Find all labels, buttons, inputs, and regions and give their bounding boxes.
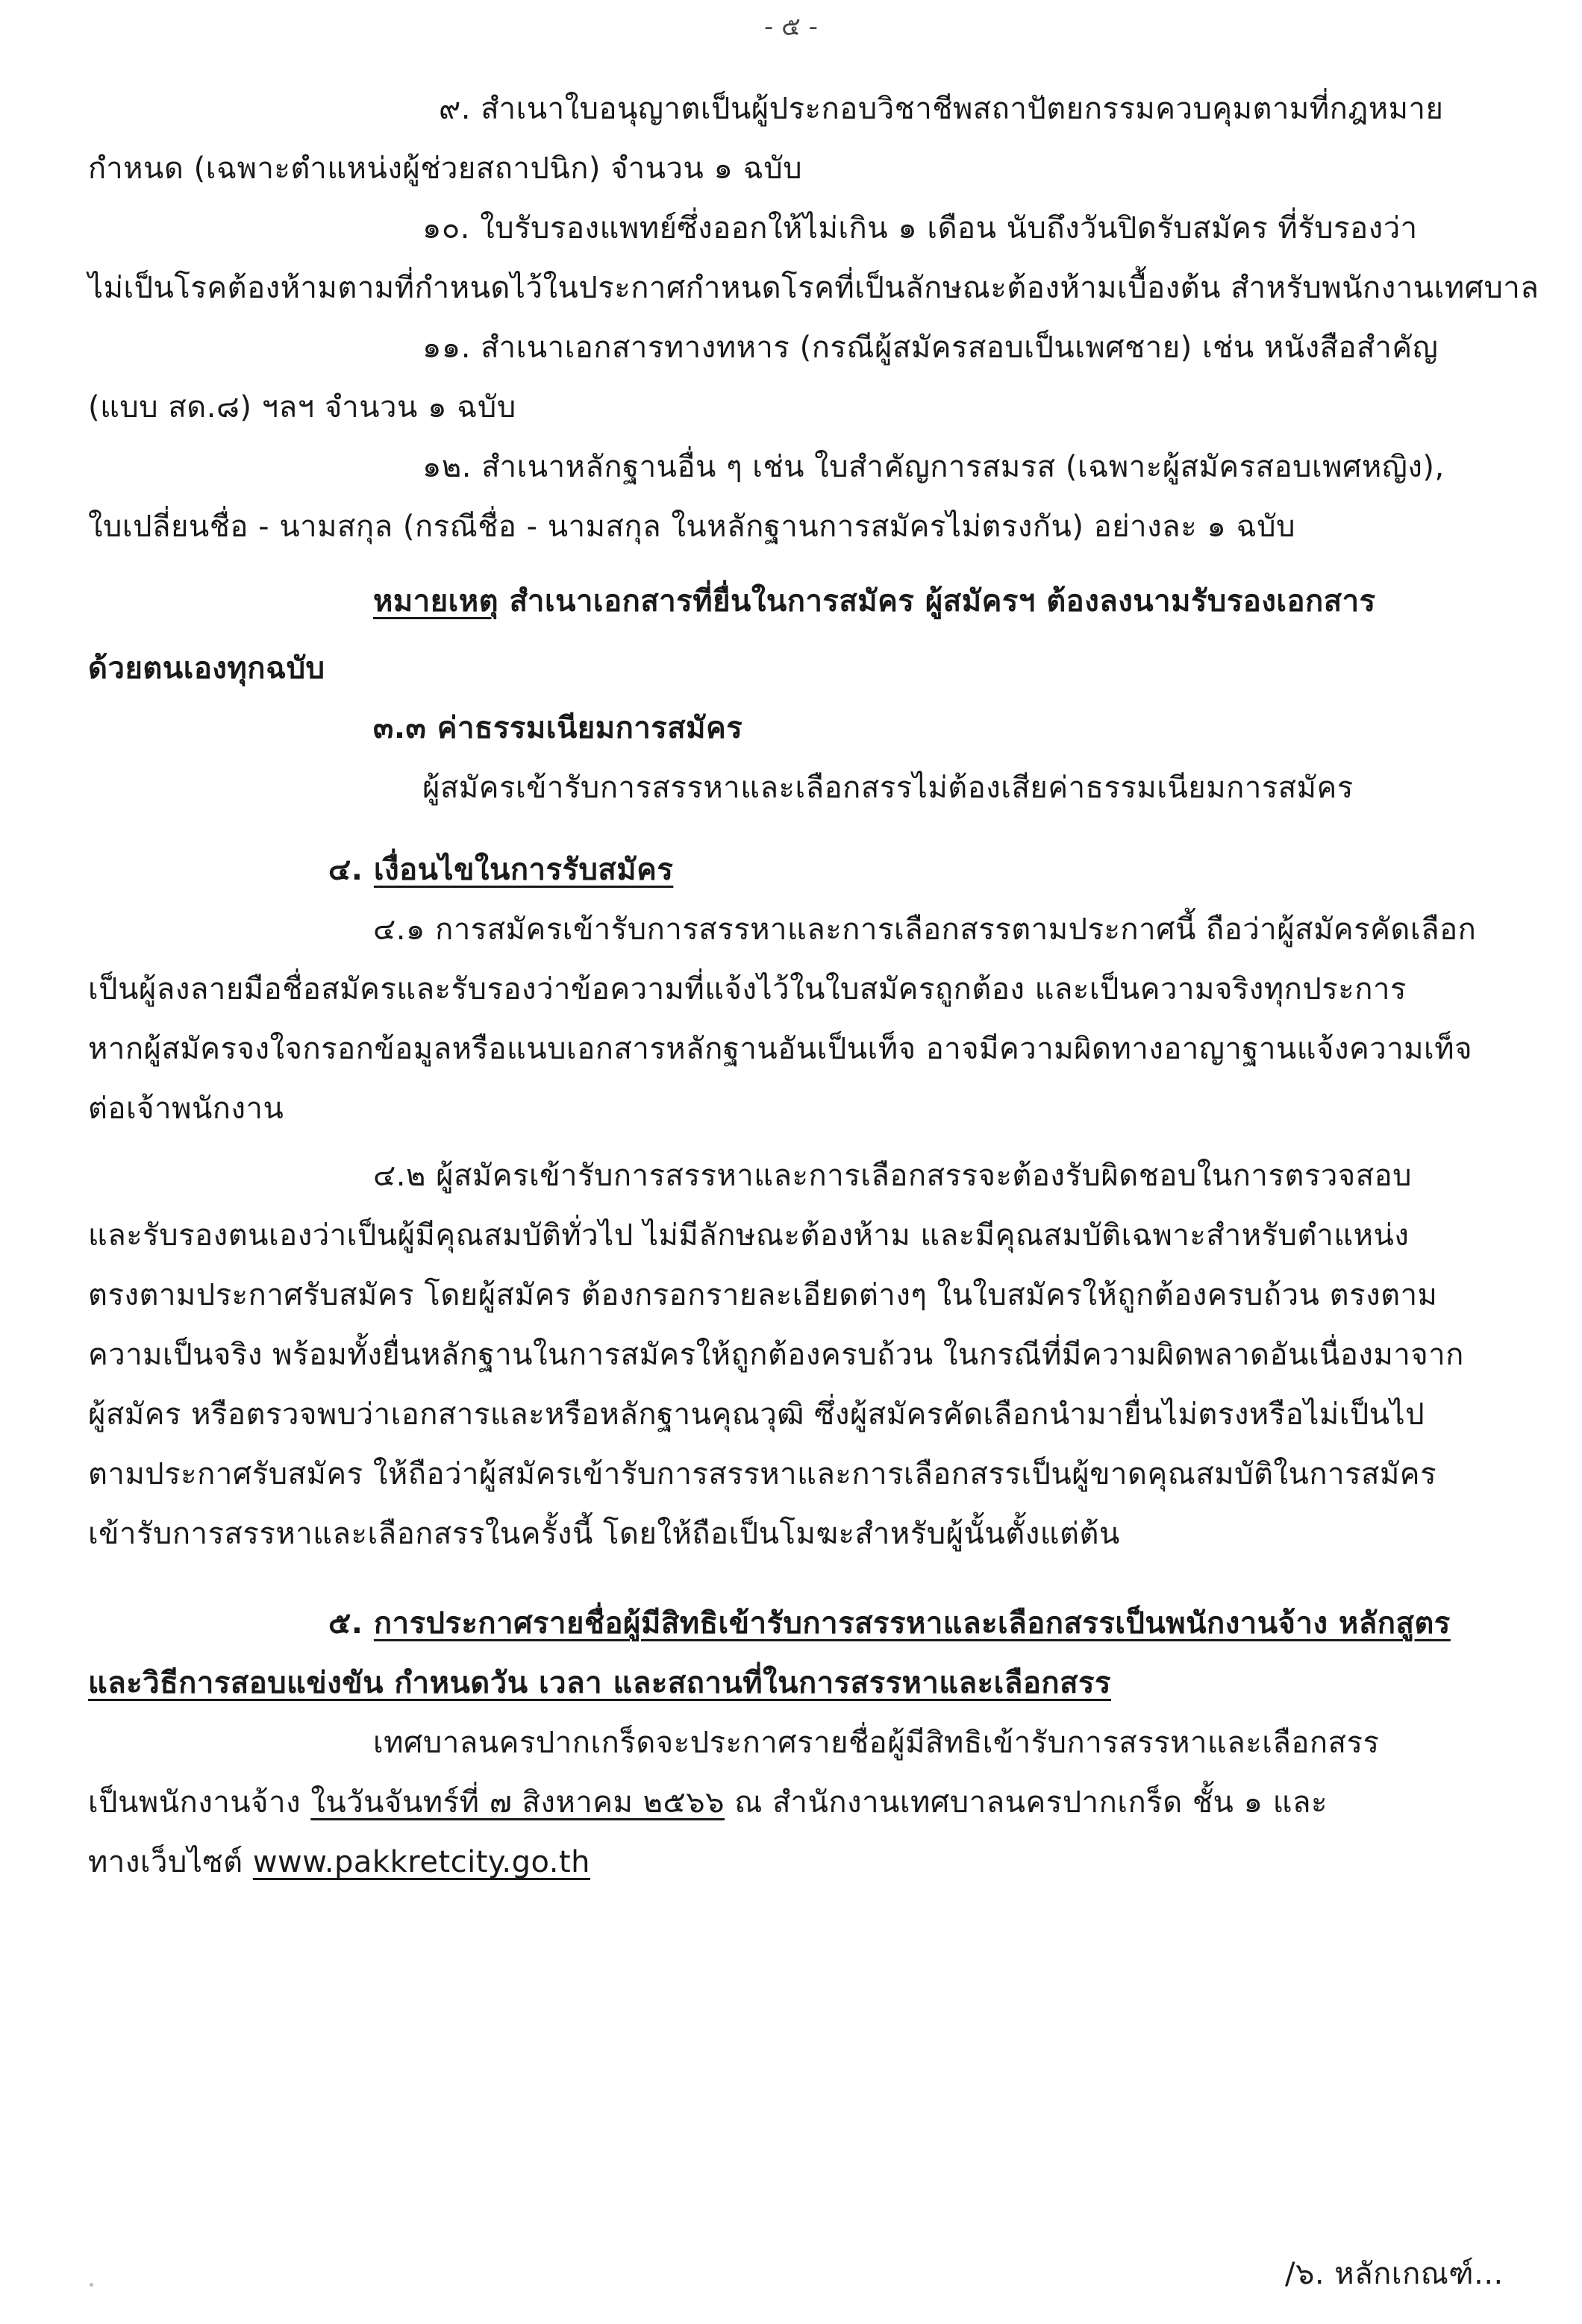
section-4-title: เงื่อนไขในการรับสมัคร <box>373 853 674 887</box>
page-number: - ๕ - <box>764 12 818 42</box>
item-12-line-2: ใบเปลี่ยนชื่อ - นามสกุล (กรณีชื่อ - นามสกุล ในหลักฐานการสมัครไม่ตรงกัน) อย่างละ ๑ ฉบับ <box>88 510 1296 544</box>
section-5-title-1: การประกาศรายชื่อผู้มีสิทธิเข้ารับการสรรหาและเลือกสรรเป็นพนักงานจ้าง หลักสูตร <box>373 1606 1451 1641</box>
section-5-heading-line-1 <box>328 1603 1451 1644</box>
section-4-number: ๔. <box>328 853 374 887</box>
section-4-2-line-4: ความเป็นจริง พร้อมทั้งยื่นหลักฐานในการสมัครให้ถูกต้องครบถ้วน ในกรณีที่มีความผิดพลาดอันเนื่องมาจาก <box>88 1338 1464 1372</box>
section-5-para-text-b: ณ สำนักงานเทศบาลนครปากเกร็ด ชั้น ๑ และ <box>725 1785 1328 1820</box>
section-5-para-text-a: เป็นพนักงานจ้าง <box>88 1785 311 1820</box>
section-4-1-line-2: เป็นผู้ลงลายมือชื่อสมัครและรับรองว่าข้อความที่แจ้งไว้ในใบสมัครถูกต้อง และเป็นความจริงทุกประการ <box>88 972 1407 1006</box>
section-4-1-line-1: ๔.๑ การสมัครเข้ารับการสรรหาและการเลือกสรรตามประกาศนี้ ถือว่าผู้สมัครคัดเลือก <box>373 912 1477 947</box>
section-4-heading <box>328 849 673 891</box>
item-10-line-1: ๑๐. ใบรับรองแพทย์ซึ่งออกให้ไม่เกิน ๑ เดือน นับถึงวันปิดรับสมัคร ที่รับรองว่า <box>422 211 1418 245</box>
item-9-line-2: กำหนด (เฉพาะตำแหน่งผู้ช่วยสถาปนิก) จำนวน ๑ ฉบับ <box>88 151 803 186</box>
note-line-2: ด้วยตนเองทุกฉบับ <box>88 651 325 686</box>
section-5-para-line-2 <box>88 1782 1328 1823</box>
section-5-number: ๕. <box>328 1606 374 1641</box>
scan-speck <box>90 2283 93 2287</box>
item-11-line-2: (แบบ สด.๘) ฯลฯ จำนวน ๑ ฉบับ <box>88 390 516 425</box>
item-11-line-1: ๑๑. สำเนาเอกสารทางทหาร (กรณีผู้สมัครสอบเป็นเพศชาย) เช่น หนังสือสำคัญ <box>422 331 1439 365</box>
footer-continuation: /๖. หลักเกณฑ์... <box>1285 2257 1504 2291</box>
section-4-1-line-4: ต่อเจ้าพนักงาน <box>88 1091 284 1126</box>
note-text: สำเนาเอกสารที่ยื่นในการสมัคร ผู้สมัครฯ ต้องลงนามรับรองเอกสาร <box>498 584 1376 618</box>
note-label: หมายเหตุ <box>373 584 499 618</box>
note-line-1 <box>373 580 1376 622</box>
website-link[interactable]: www.pakkretcity.go.th <box>252 1845 591 1879</box>
section-4-2-line-3: ตรงตามประกาศรับสมัคร โดยผู้สมัคร ต้องกรอกรายละเอียดต่างๆ ในใบสมัครให้ถูกต้องครบถ้วน ตรงตาม <box>88 1278 1438 1312</box>
fee-heading: ๓.๓ ค่าธรรมเนียมการสมัคร <box>373 711 743 745</box>
section-5-heading-line-2 <box>88 1662 1111 1704</box>
section-5-para-line-1: เทศบาลนครปากเกร็ดจะประกาศรายชื่อผู้มีสิทธิเข้ารับการสรรหาและเลือกสรร <box>373 1726 1380 1760</box>
section-4-2-line-7: เข้ารับการสรรหาและเลือกสรรในครั้งนี้ โดยให้ถือเป็นโมฆะสำหรับผู้นั้นตั้งแต่ต้น <box>88 1517 1120 1551</box>
section-5-website-label: ทางเว็บไซต์ <box>88 1845 253 1879</box>
fee-text: ผู้สมัครเข้ารับการสรรหาและเลือกสรรไม่ต้องเสียค่าธรรมเนียมการสมัคร <box>422 771 1354 805</box>
section-5-para-line-3 <box>88 1841 590 1883</box>
item-10-line-2: ไม่เป็นโรคต้องห้ามตามที่กำหนดไว้ในประกาศกำหนดโรคที่เป็นลักษณะต้องห้ามเบื้องต้น สำหรับพนักงานเทศบาล <box>88 271 1539 305</box>
section-4-2-line-1: ๔.๒ ผู้สมัครเข้ารับการสรรหาและการเลือกสรรจะต้องรับผิดชอบในการตรวจสอบ <box>373 1159 1413 1193</box>
section-4-2-line-5: ผู้สมัคร หรือตรวจพบว่าเอกสารและหรือหลักฐานคุณวุฒิ ซึ่งผู้สมัครคัดเลือกนำมายื่นไม่ตรงหรือไม่เป็นไป <box>88 1397 1425 1432</box>
item-12-line-1: ๑๒. สำเนาหลักฐานอื่น ๆ เช่น ใบสำคัญการสมรส (เฉพาะผู้สมัครสอบเพศหญิง), <box>422 450 1445 484</box>
section-4-2-line-2: และรับรองตนเองว่าเป็นผู้มีคุณสมบัติทั่วไป ไม่มีลักษณะต้องห้าม และมีคุณสมบัติเฉพาะสำหรับตำแหน่ง <box>88 1218 1410 1253</box>
item-9-line-1: ๙. สำเนาใบอนุญาตเป็นผู้ประกอบวิชาชีพสถาปัตยกรรมควบคุมตามที่กฎหมาย <box>439 92 1444 126</box>
section-4-1-line-3: หากผู้สมัครจงใจกรอกข้อมูลหรือแนบเอกสารหลักฐานอันเป็นเท็จ อาจมีความผิดทางอาญาฐานแจ้งความเท็จ <box>88 1032 1473 1066</box>
section-5-title-2: และวิธีการสอบแข่งขัน กำหนดวัน เวลา และสถานที่ในการสรรหาและเลือกสรร <box>88 1666 1111 1700</box>
announcement-date: ในวันจันทร์ที่ ๗ สิงหาคม ๒๕๖๖ <box>310 1785 725 1820</box>
section-4-2-line-6: ตามประกาศรับสมัคร ให้ถือว่าผู้สมัครเข้ารับการสรรหาและการเลือกสรรเป็นผู้ขาดคุณสมบัติในการสมัคร <box>88 1457 1437 1491</box>
